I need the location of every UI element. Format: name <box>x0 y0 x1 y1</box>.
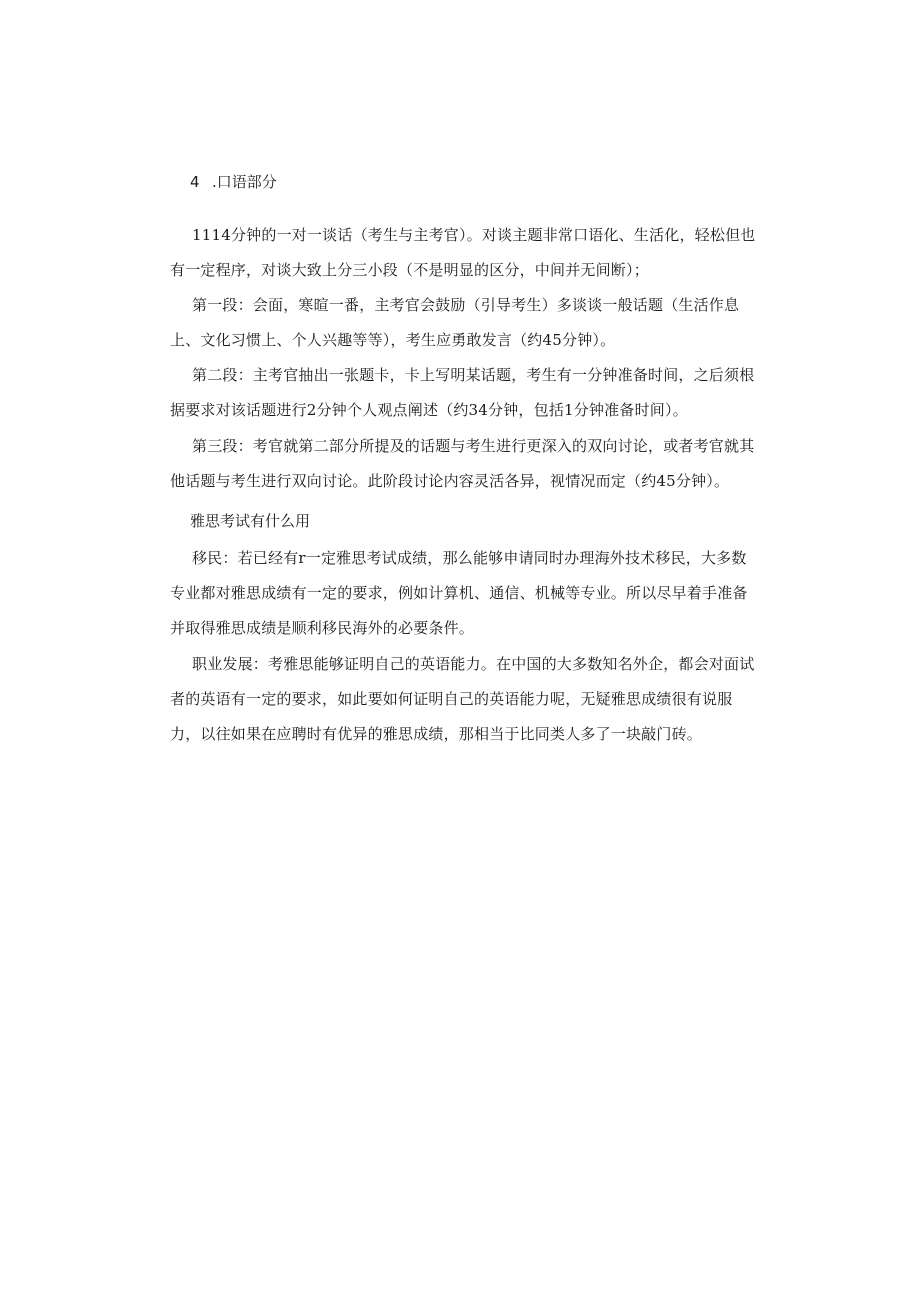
section-heading <box>190 172 277 192</box>
career-paragraph: 职业发展：考雅思能够证明自己的英语能力。在中国的大多数知名外企，都会对面试者的英语有一定的要求，如此要如何证明自己的英语能力呢，无疑雅思成绩很有说服力，以往如果在应聘时有优异的雅思成绩，那相当于比同类人多了一块敲门砖。 <box>170 655 755 743</box>
usage-heading: 雅思考试有什么用 <box>190 512 311 530</box>
stage-three-paragraph: 第三段：考官就第二部分所提及的话题与考生进行更深入的双向讨论，或者考官就其他话题与考生进行双向讨论。此阶段讨论内容灵活各异，视情况而定（约45分钟）。 <box>170 437 755 490</box>
immigration-paragraph: 移民：若已经有r一定雅思考试成绩，那么能够申请同时办理海外技术移民，大多数专业都对雅思成绩有一定的要求，例如计算机、通信、机械等专业。所以尽早着手准备并取得雅思成绩是顺利移民海外的必要条件。 <box>170 549 748 637</box>
stage-two-paragraph: 第二段：主考官抽出一张题卡，卡上写明某话题，考生有一分钟准备时间，之后须根据要求对该话题进行2分钟个人观点阐述（约34分钟，包括1分钟准备时间）。 <box>170 366 755 419</box>
intro-paragraph: 1114分钟的一对一谈话（考生与主考官）。对谈主题非常口语化、生活化，轻松但也有一定程序，对谈大致上分三小段（不是明显的区分，中间并无间断）； <box>170 226 756 279</box>
section-title: .口语部分 <box>212 173 277 191</box>
section-number: 4 <box>190 173 200 191</box>
stage-one-paragraph: 第一段：会面，寒暄一番，主考官会鼓励（引导考生）多谈谈一般话题（生活作息上、文化习惯上、个人兴趣等等），考生应勇敢发言（约45分钟）。 <box>170 296 740 349</box>
